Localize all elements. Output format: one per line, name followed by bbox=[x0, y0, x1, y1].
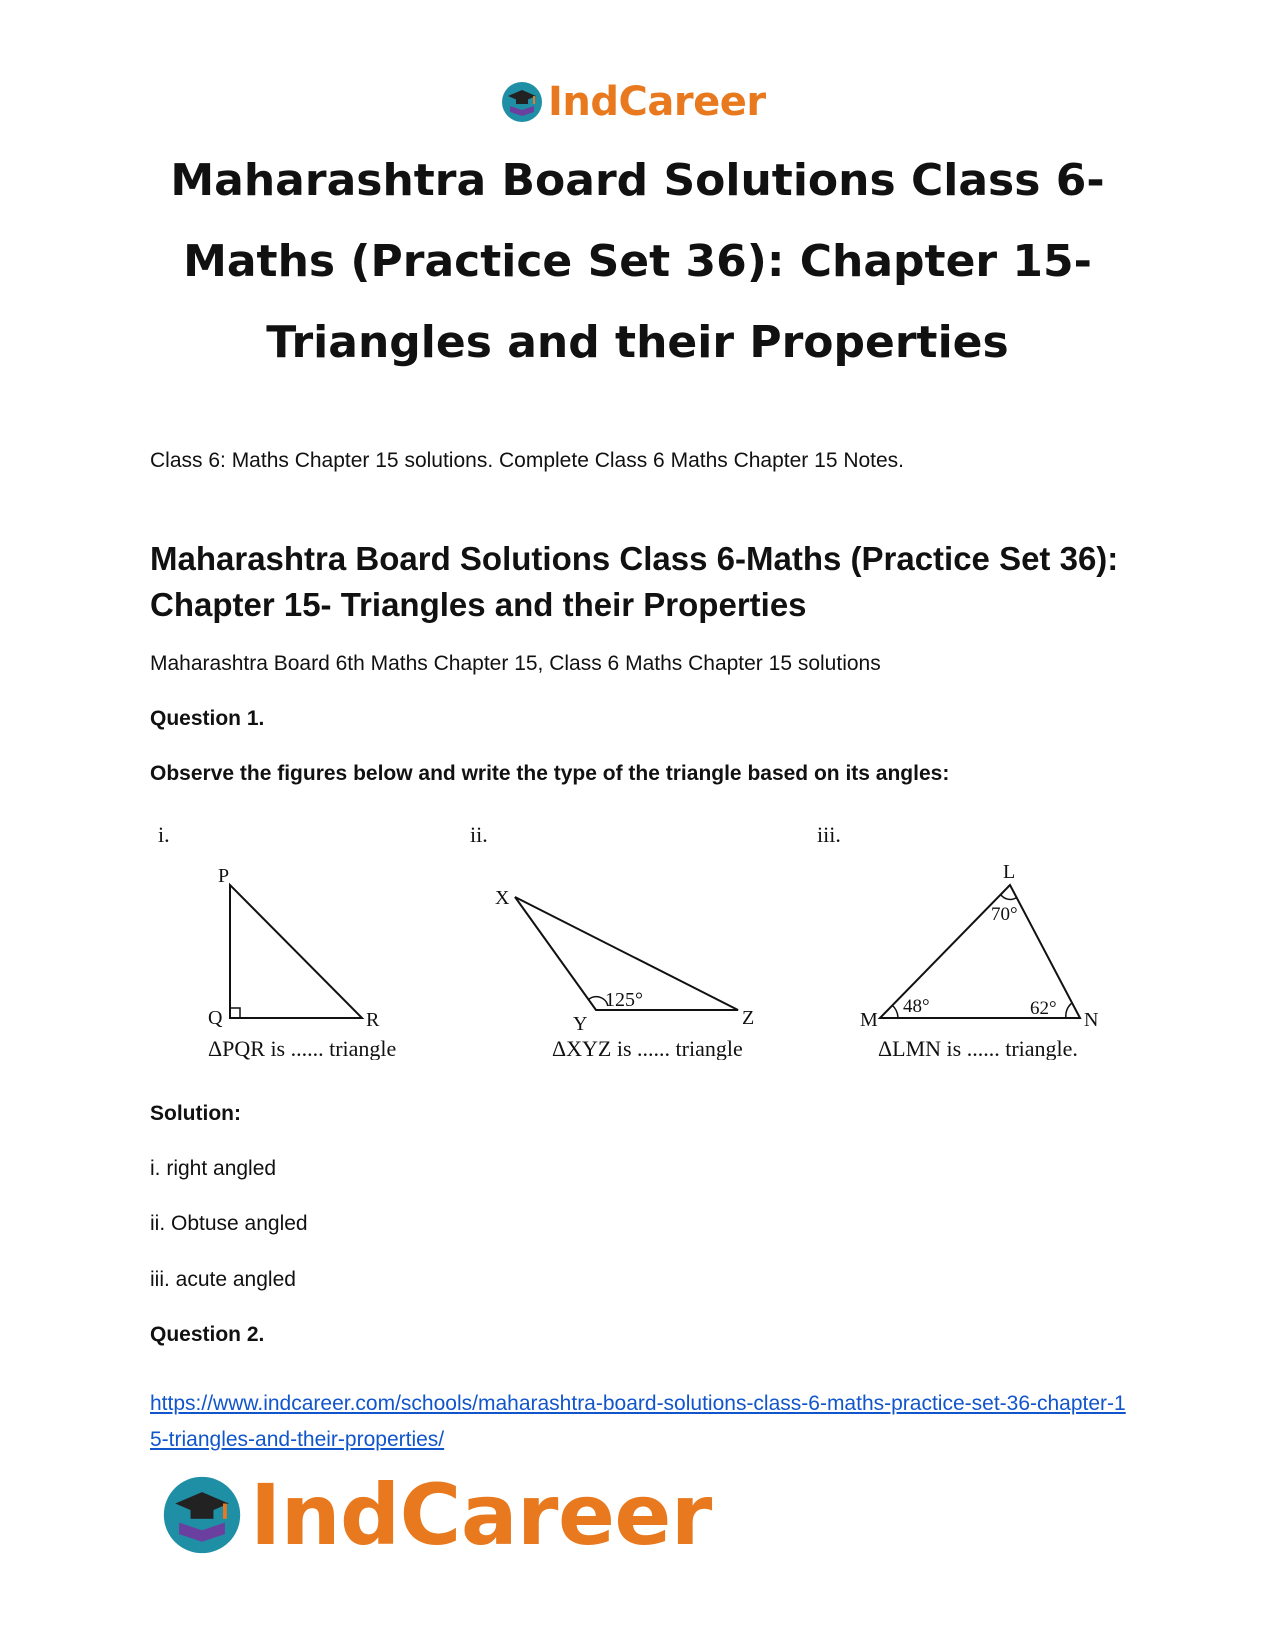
angle-n: 62° bbox=[1030, 998, 1057, 1019]
vertex-y: Y bbox=[573, 1013, 588, 1035]
vertex-x: X bbox=[495, 887, 510, 909]
vertex-m: M bbox=[860, 1009, 878, 1031]
figure-2-caption: ΔXYZ is ...... triangle bbox=[552, 1036, 743, 1060]
figure-1-caption: ΔPQR is ...... triangle bbox=[208, 1036, 397, 1060]
figure-1-number: i. bbox=[158, 822, 170, 847]
figure-lmn bbox=[817, 822, 1098, 1060]
figure-3-number: iii. bbox=[817, 822, 841, 847]
vertex-p: P bbox=[218, 865, 230, 887]
brand-name: IndCareer bbox=[250, 1466, 712, 1564]
question-1-label: Question 1. bbox=[150, 707, 265, 730]
solution-label: Solution: bbox=[150, 1102, 241, 1125]
figure-pqr bbox=[158, 822, 396, 1060]
answer-1: i. right angled bbox=[150, 1157, 277, 1180]
figure-xyz bbox=[470, 822, 754, 1060]
answer-2: ii. Obtuse angled bbox=[150, 1212, 308, 1235]
vertex-r: R bbox=[366, 1009, 380, 1031]
subtitle-text: Maharashtra Board 6th Maths Chapter 15, Class 6 Maths Chapter 15 solutions bbox=[150, 652, 881, 675]
angle-m: 48° bbox=[903, 996, 930, 1017]
answer-3: iii. acute angled bbox=[150, 1268, 296, 1291]
angle-l: 70° bbox=[991, 904, 1018, 925]
page-title: Maharashtra Board Solutions Class 6-Maths (Practice Set 36): Chapter 15- Triangles and their Properties bbox=[170, 155, 1105, 368]
indcareer-logo-bottom bbox=[160, 1465, 712, 1565]
intro-text: Class 6: Maths Chapter 15 solutions. Complete Class 6 Maths Chapter 15 Notes. bbox=[150, 449, 905, 472]
figure-2-number: ii. bbox=[470, 822, 488, 847]
brand-name: IndCareer bbox=[548, 79, 766, 125]
vertex-q: Q bbox=[208, 1007, 223, 1029]
vertex-z: Z bbox=[742, 1007, 755, 1029]
triangle-figures bbox=[150, 820, 1130, 1060]
figure-3-caption: ΔLMN is ...... triangle. bbox=[878, 1036, 1078, 1060]
indcareer-logo-top bbox=[500, 78, 766, 126]
vertex-l: L bbox=[1003, 861, 1016, 883]
graduation-emblem-icon bbox=[160, 1473, 244, 1557]
vertex-n: N bbox=[1084, 1009, 1099, 1031]
section-heading: Maharashtra Board Solutions Class 6-Maths (Practice Set 36): Chapter 15- Triangles and their Properties bbox=[150, 540, 1119, 623]
angle-y: 125° bbox=[605, 989, 643, 1011]
graduation-emblem-icon bbox=[500, 80, 544, 124]
question-1-prompt: Observe the figures below and write the type of the triangle based on its angles: bbox=[150, 762, 950, 785]
question-2-label: Question 2. bbox=[150, 1323, 265, 1346]
source-link[interactable]: https://www.indcareer.com/schools/maharashtra-board-solutions-class-6-maths-practice-set-36-chapter-15-triangles-and-their-properties/ bbox=[150, 1392, 1126, 1451]
